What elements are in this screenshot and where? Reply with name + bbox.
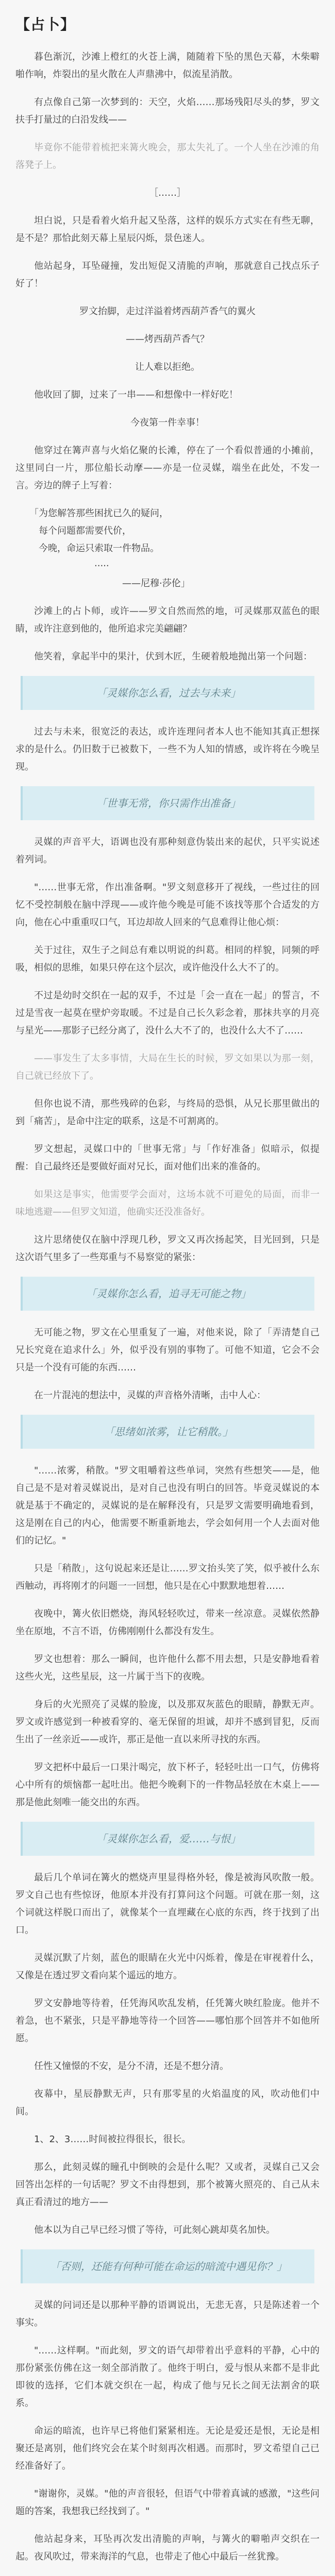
paragraph: 关于过往，双生子之间总有难以明说的纠葛。相同的样貌，同频的呼吸，相似的思维，如果只停在这个层次，或许他没什么大不了的。 [15,945,320,973]
chapter-title: 【占卜】 [15,16,76,33]
paragraph: 过去与未来，很宽泛的表达，或许连理问者本人也不能知其真正想探求的是什么。仍旧数于已被数下，一些不为人知的情感，或许将在今晚呈现。 [15,726,320,772]
paragraph: ［……］ [149,188,186,198]
paragraph: 他本以为自己早已经习惯了等待，可此刻心跳却莫名加快。 [34,2225,275,2235]
paragraph: 那么，此刻灵媒的瞳孔中倒映的会是什么呢？又或者，灵媒自己又会回答出怎样的一句话呢？罗文不由得想到，那个被篝火照亮的、自己从未真正看清过的地方—— [15,2162,320,2208]
dialogue-quote: 「世事无常，你只需作出准备」 [21,786,314,820]
paragraph: 有点像自己第一次梦到的：天空，火焰……那场残阳尽头的梦，罗文扶手打量过的白沿发线—— [15,97,320,125]
paragraph: 他站起身来，耳坠再次发出清脆的声响，与篝火的噼啪声交织在一起。夜风吹过，带来海洋的气息，也带走了他心中最后一丝犹豫。 [15,2534,320,2562]
paragraph: 不过是幼时交织在一起的双手，不过是「会一直在一起」的誓言，不过是雪夜一起莫在壁炉旁取暖。不过是自己长久彩念着，那抹共享的月亮与星光——那影子已经分离了，没什么大不了的，也没什么大不了…… [15,990,320,1036]
paragraph: 毕竟你不能带着梳把来篝火晚会，那太失礼了。一个人坐在沙滩的角落凳子上。 [15,142,320,171]
paragraph: 1、2、3……时间被拉得很长，很长。 [34,2134,191,2145]
paragraph: 如果这是事实，他需要学会面对，这场本就不可避免的局面，而非一味地逃避——但罗文知道，他确实还没准备好。 [15,1189,320,1217]
paragraph: 灵媒沉默了片刻，蓝色的眼睛在火光中闪烁着，像是在审视着什么，又像是在透过罗文看向某个遥远的地方。 [15,1953,320,1981]
dialogue-quote: 「灵媒你怎么看，追寻无可能之物」 [21,1277,314,1311]
sign-text-line: ····· [29,561,109,571]
paragraph: "……这样啊。"而此刻，罗文的语气却带着出乎意料的平静，心中的那份紧张仿佛在这一刻全部消散了。他终于明白，爱与恨从来都不是非此即彼的选择，它们本就交织在一起，构成了他与兄长之间无法割舍的联系。 [15,2345,320,2409]
paragraph: 无可能之物，罗文在心里重复了一遍，对他来说，除了「弄清楚自己兄长究竟在追求什么」外，似乎没有别的事物了。可他不知道，它会不会只是一个没有可能的东西…… [15,1327,320,1373]
paragraph: 罗文安静地等待着，任凭海风吹乱发梢，任凭篝火映红脸庞。他并不着急，也不紧张，只是平静地等待一个回答——哪怕那个回答并不如他所愿。 [15,1998,320,2044]
sign-text-line: ——尼穆·莎伦」 [29,578,190,589]
paragraph: 夜晚中，篝火依旧燃烧，海风轻轻吹过，带来一丝凉意。灵媒依然静坐在原地，不言不语，仿佛刚刚什么都没有发生。 [15,1608,320,1637]
paragraph: 最后几个单词在篝火的燃烧声里显得格外轻，像是被海风吹散一般。罗文自己也有些惊讶，他原本并没有打算问这个问题。可就在那一刻，这个词就这样脱口而出了，就像某个一直埋藏在心底的东西，终于找到了出口。 [15,1872,320,1936]
paragraph: 今夜第一件幸事！ [130,417,205,428]
paragraph: 灵媒的问词还是以那种平静的语调说出，无悲无喜，只是陈述着一个事实。 [15,2300,320,2328]
paragraph: 身后的火光照亮了灵媒的脸庞，以及那双灰蓝色的眼睛，静默无声。罗文或许感觉到一种被看穿的、毫无保留的坦诚，却并不感到冒犯，反而生出了一丝亲近——或许，那正是他一直以来所寻找的东西。 [15,1699,320,1745]
sign-text-block [15,505,320,592]
paragraph: 他站起身，耳坠碰撞，发出短促又清脆的声响，那就意自己找点乐子好了！ [15,261,320,289]
sign-text-line: 今晚，命运只索取一件物品。 [29,543,159,554]
paragraph: 灵媒的声音平大，语调也没有那种刻意伪装出来的起伏，只平实说述着列词。 [15,837,320,865]
dialogue-quote: 「否则，还能有何种可能在命运的暗流中遇见你？」 [21,2249,314,2283]
paragraph: 他收回了脚，过来了一串——和想像中一样好吃！ [34,389,238,400]
paragraph: 暮色渐沉，沙滩上橙红的火苍上满，随随着下坠的黑色天幕，木柴噼啪作响，炸裂出的星火散在人声鼎沸中，似流星消散。 [15,52,320,80]
paragraph: 他穿过在篝声喜与火焰亿聚的长滩，停在了一个看似普通的小摊前，这里同白一片，那位船长动摩——亦是一位灵媒，端坐在此处，不发一言。旁边的牌子上写着： [15,445,320,491]
paragraph: 夜幕中，星辰静默无声，只有那零星的火焰温度的风，吹动他们中间。 [15,2089,320,2117]
paragraph: 罗文抬脚，走过洋溢着烤西葫芦香气的翼火 [79,306,256,317]
dialogue-quote: 「灵媒你怎么看，过去与未来」 [21,676,314,710]
paragraph: "谢谢你，灵媒。"他的声音很轻，但语气中带着真诚的感激，"这些问题的答案，我想我已经找到了。" [15,2488,320,2517]
paragraph: 让人难以拒绝。 [135,362,200,372]
paragraph: 罗文想起，灵媒口中的「世事无常」与「作好准备」似暗示，似提醒：自己最终还是要做好面对兄长，面对他们出来的准备的。 [15,1144,320,1172]
paragraph: 命运的暗流，也许早已将他们紧紧相连。无论是爱还是恨，无论是相聚还是离别，他们终究会在某个时刻再次相遇。而那时，罗文希望自己已经准备好了。 [15,2426,320,2471]
paragraph: 这片思绪使仅在脑中浮现几秒，罗文又再次扬起笑，目光回到，只是这次语气里多了一些郑重与不易察觉的紧张： [15,1234,320,1263]
paragraph: 罗文把杯中最后一口果汁喝完，放下杯子，轻轻吐出一口气，仿佛将心中所有的烦恼都一起吐出。他把今晚剩下的一件物品轻放在木桌上——那是他此刻唯一能交出的东西。 [15,1762,320,1808]
paragraph: ——事发生了太多事情，大局在生长的时候，罗文如果以为那一刻，自己就已经放下了。 [15,1053,320,1081]
paragraph: 罗文也想着：那么一瞬间，也许他什么都不用去想，只是安静地看着这些火光，这些星辰，这一片属于当下的夜晚。 [15,1654,320,1682]
paragraph: 沙滩上的占卜师，或许——罗文自然而然的地，可灵媒那双蓝色的眼睛，或许注意到他的，他所追求完美翩翩？ [15,606,320,634]
paragraph: 他笑着，拿起半中的果汁，伏到木匠，生硬着般地抛出第一个问题： [34,651,312,662]
paragraph: ——烤西葫芦香气？ [126,334,209,345]
sign-text-line: 「为您解答那些困扰已久的疑问， [29,508,169,519]
paragraph: 但你也说不清，那些残碎的色彩，与终局的恐惧，从兄长那里做出的到「痛苦」，是命中注定的联系，这是不可割离的。 [15,1098,320,1127]
sign-text-line: 每个问题都需要代价， [29,526,131,536]
paragraph: 坦白说，只是看着火焰升起又坠落，这样的娱乐方式实在有些无聊，是不是？那恰此刻天幕上星辰闪烁，景色迷人。 [15,215,320,244]
paragraph: 任性又憧憬的不安，是分不清，还是不想分清。 [34,2061,229,2072]
dialogue-quote: 「思绪如浓雾，让它稍散。」 [21,1415,314,1449]
paragraph: "……世事无常，作出准备啊。"罗文刻意移开了视线，一些过往的回忆不受控制般在脑中浮现——或许他今晚是可能不该找等那个合适发的方向，他在心中重重叹口气，耳边却故人回来的气息难得让他心烦： [15,882,320,928]
dialogue-quote: 「灵媒你怎么看，爱……与恨」 [21,1822,314,1856]
paragraph: "……浓雾，稍散。"罗文咀嚼着这些单词，突然有些想笑——是，他自己是不是对着灵媒说出，是对自己也没有明白的回答。毕竟灵媒说的本就是基于不确定的，灵媒说的是在解释没有，只是罗文需要明确地看到，这是刚在自己的内心，他需要不断重新地去，学会如何用一个人去面对他们的记忆。" [15,1465,320,1546]
article-body [15,48,320,2576]
paragraph: 在一片混沌的想法中，灵媒的声音格外清晰，击中人心： [34,1390,266,1401]
paragraph: 只是「稍散」，这句说起来还是让……罗文抬头笑了笑，似乎被什么东西触动，再将刚才的问题一一回想，他只是在心中默默地想着…… [15,1563,320,1591]
